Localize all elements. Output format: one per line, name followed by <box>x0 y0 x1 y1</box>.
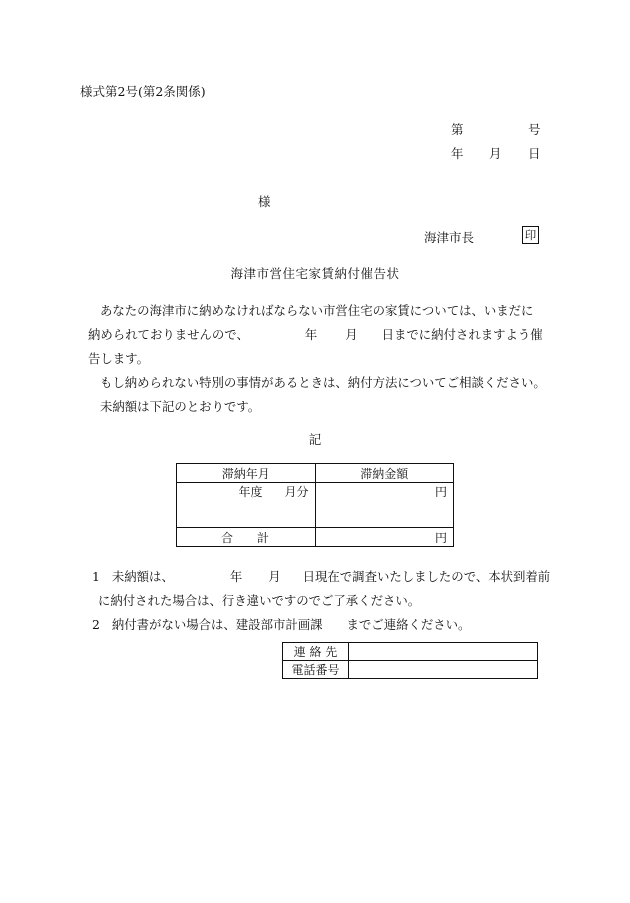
column-header-amount: 滞納金額 <box>315 464 454 483</box>
note-2 <box>92 615 470 633</box>
column-header-period: 滞納年月 <box>177 464 316 483</box>
body-text: 納められておりませんので、 <box>88 327 249 342</box>
sender-title: 海津市長 <box>424 230 475 245</box>
date-day-label: 日 <box>528 146 541 161</box>
note-text: までご連絡ください。 <box>346 617 471 632</box>
month-label: 月分 <box>284 485 309 499</box>
seal-mark: 印 <box>522 226 539 244</box>
body-paragraph-2: もし納められない特別の事情があるときは、納付方法についてご相談ください。 <box>100 375 546 390</box>
body-paragraph-3: 未納額は下記のとおりです。 <box>100 399 261 414</box>
date-month-label: 月 <box>489 146 502 161</box>
survey-month-label: 月 <box>268 569 281 584</box>
body-paragraph-1-line-3: 告します。 <box>88 351 149 366</box>
arrears-table <box>176 463 454 547</box>
note-text: 未納額は、 <box>111 569 174 584</box>
note-text: 日現在で調査いたしましたので、本状到着前 <box>302 569 551 584</box>
arrears-period-cell <box>177 483 316 528</box>
form-number-label: 様式第2号(第2条関係) <box>80 84 206 99</box>
date-year-label: 年 <box>451 146 464 161</box>
contact-table <box>282 642 538 679</box>
phone-value <box>349 661 538 679</box>
doc-number-prefix: 第 <box>451 122 464 137</box>
contact-label: 連 絡 先 <box>283 643 349 661</box>
body-text: 日までに納付されますよう催 <box>381 327 543 342</box>
deadline-year-label: 年 <box>304 327 318 342</box>
doc-number-suffix: 号 <box>528 122 541 137</box>
body-paragraph-1-line-1: あなたの海津市に納めなければならない市営住宅の家賃については、いまだに <box>100 303 534 318</box>
survey-year-label: 年 <box>229 569 243 584</box>
total-amount-cell: 円 <box>315 528 454 547</box>
memo-heading: 記 <box>308 432 322 447</box>
fiscal-year-label: 年度 <box>238 485 263 499</box>
deadline-month-label: 月 <box>345 327 358 342</box>
contact-value <box>349 643 538 661</box>
phone-label: 電話番号 <box>283 661 349 679</box>
arrears-amount-cell: 円 <box>315 483 454 528</box>
body-paragraph-1-line-2 <box>88 325 553 343</box>
total-label: 合 計 <box>177 528 316 547</box>
note-number: 2 <box>92 617 100 632</box>
document-title: 海津市営住宅家賃納付催告状 <box>230 266 400 281</box>
note-1-line-1 <box>92 567 550 585</box>
addressee-honorific: 様 <box>258 194 271 209</box>
note-number: 1 <box>92 569 100 584</box>
note-1-line-2: に納付された場合は、行き違いですのでご了承ください。 <box>98 593 421 608</box>
note-text: 納付書がない場合は、建設部市計画課 <box>111 617 323 632</box>
